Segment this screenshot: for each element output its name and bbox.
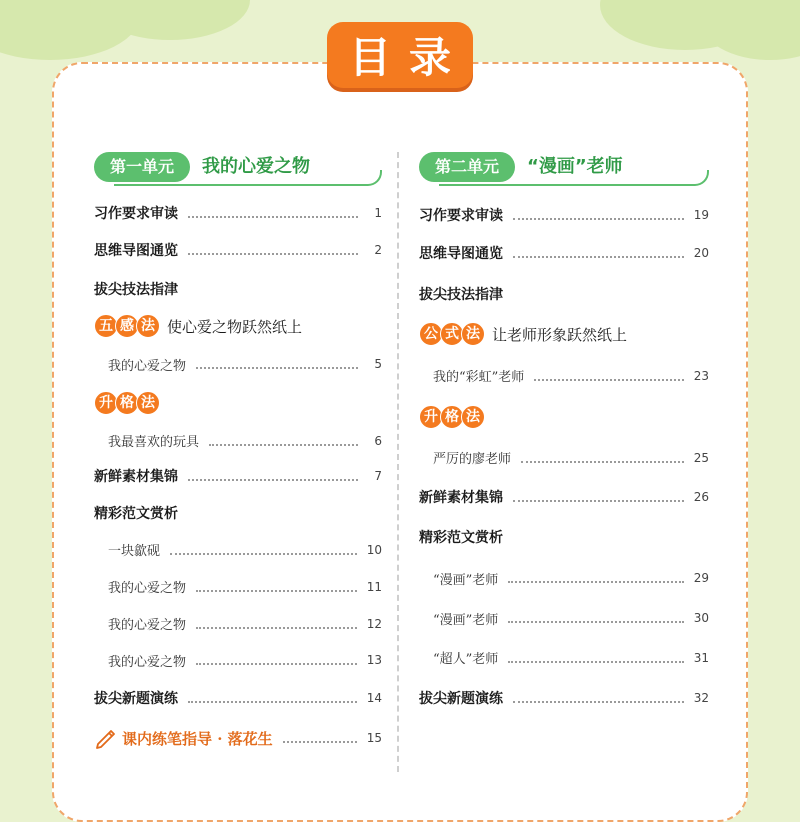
page-number: 26 (693, 490, 709, 504)
unit-one-column (94, 148, 382, 758)
entry-label: 一块歙砚 (108, 544, 161, 559)
dot-leader (513, 701, 684, 703)
dot-leader (508, 581, 683, 583)
page-number: 25 (693, 450, 709, 465)
page-number: 20 (693, 245, 709, 260)
dot-leader (283, 741, 357, 743)
method-tag-char: 式 (440, 322, 464, 346)
page-number: 1 (374, 206, 382, 220)
method-tag-char: 法 (136, 314, 160, 338)
toc-entry (94, 198, 382, 228)
entry-label: 新鲜素材集锦 (419, 490, 503, 506)
toc-entry (419, 478, 709, 516)
method-tag (419, 405, 482, 429)
dot-leader (196, 663, 357, 665)
method-heading (419, 397, 709, 437)
toc-entry (419, 273, 709, 314)
entry-label: 我的心爱之物 (108, 618, 187, 633)
method-tag-char: 格 (115, 391, 139, 415)
method-tag-char: 格 (440, 405, 464, 429)
entry-label: 思维导图通览 (419, 245, 503, 262)
entry-label: 我的心爱之物 (108, 358, 187, 374)
toc-subentry (419, 437, 709, 478)
page-number: 10 (366, 542, 382, 557)
dot-leader (209, 444, 358, 446)
toc-subentry (94, 642, 382, 678)
entry-label: 我的心爱之物 (108, 654, 187, 670)
page-number: 6 (374, 433, 382, 448)
toc-subentry (419, 354, 709, 397)
entry-label: 严厉的廖老师 (433, 452, 512, 467)
dot-leader (534, 379, 683, 381)
toc-subentry (94, 568, 382, 605)
dot-leader (196, 590, 357, 592)
entry-label: 我的心爱之物 (108, 581, 187, 596)
dot-leader (513, 218, 684, 220)
dot-leader (513, 256, 684, 258)
dot-leader (188, 701, 357, 703)
method-tag (94, 314, 157, 338)
entry-label: 拔尖新题演练 (94, 691, 178, 707)
toc-subentry (94, 531, 382, 568)
dot-leader (170, 553, 357, 555)
method-description: 使心爱之物跃然纸上 (167, 317, 303, 336)
page-number: 11 (366, 579, 382, 594)
toc-entry (94, 495, 382, 531)
method-description: 让老师形象跃然纸上 (492, 325, 628, 344)
toc-subentry (94, 605, 382, 642)
page-number: 29 (693, 571, 709, 585)
method-heading (94, 382, 382, 424)
entry-label: 思维导图通览 (94, 242, 178, 259)
dot-leader (513, 500, 684, 502)
column-divider (397, 152, 399, 772)
unit-label: 第一单元 (94, 152, 190, 182)
toc-list (94, 198, 382, 758)
page-number: 5 (374, 357, 382, 371)
page-number: 30 (693, 611, 709, 625)
method-heading (419, 314, 709, 354)
toc-subentry (419, 638, 709, 677)
toc-entry (419, 516, 709, 558)
dot-leader (188, 479, 358, 481)
method-tag-char: 升 (419, 405, 443, 429)
toc-subentry (419, 598, 709, 638)
entry-label: “超人”老师 (433, 652, 499, 667)
dot-leader (196, 367, 358, 369)
entry-label: 精彩范文赏析 (419, 530, 503, 546)
entry-label: 习作要求审读 (419, 208, 503, 224)
unit-title: “漫画”老师 (527, 156, 623, 177)
method-tag-char: 法 (461, 322, 485, 346)
toc-entry (419, 677, 709, 719)
page-number: 19 (693, 208, 709, 222)
page-number: 2 (374, 242, 382, 257)
entry-label: 新鲜素材集锦 (94, 469, 178, 485)
method-tag (94, 391, 157, 415)
method-tag-char: 法 (461, 405, 485, 429)
page-number: 15 (366, 731, 382, 745)
method-heading (94, 306, 382, 346)
entry-label: 拔尖技法指津 (419, 286, 503, 303)
dot-leader (196, 627, 357, 629)
unit-two-column (419, 148, 709, 719)
entry-label: 精彩范文赏析 (94, 506, 178, 522)
entry-label: “漫画”老师 (433, 572, 499, 588)
toc-list (419, 198, 709, 719)
pencil-icon (94, 727, 118, 749)
entry-label: 课内练笔指导 · 落花生 (122, 729, 273, 748)
method-tag-char: 法 (136, 391, 160, 415)
toc-subentry (94, 424, 382, 457)
method-tag-char: 感 (115, 314, 139, 338)
method-tag-char: 公 (419, 322, 443, 346)
dot-leader (521, 461, 684, 463)
page-number: 31 (693, 650, 709, 665)
toc-entry (94, 457, 382, 495)
dot-leader (188, 216, 358, 218)
toc-entry (419, 198, 709, 232)
entry-label: 我的“彩虹”老师 (433, 370, 525, 385)
unit-title: 我的心爱之物 (202, 156, 310, 177)
unit-label: 第二单元 (419, 152, 515, 182)
toc-subentry (94, 346, 382, 382)
unit-one-header (94, 148, 382, 186)
toc-entry (94, 678, 382, 718)
method-tag (419, 322, 482, 346)
toc-entry (94, 718, 382, 758)
page-number: 14 (366, 691, 382, 705)
toc-subentry (419, 558, 709, 598)
page-number: 13 (366, 653, 382, 667)
entry-label: 习作要求审读 (94, 206, 178, 222)
page-number: 7 (374, 469, 382, 483)
page-number: 12 (366, 616, 382, 631)
toc-entry (419, 232, 709, 273)
entry-label: “漫画”老师 (433, 612, 499, 628)
background-cloud (700, 0, 800, 60)
toc-entry (94, 271, 382, 306)
dot-leader (508, 661, 683, 663)
dot-leader (508, 621, 683, 623)
entry-label: 拔尖技法指津 (94, 281, 178, 298)
unit-two-header (419, 148, 709, 186)
page-number: 32 (693, 691, 709, 705)
page-number: 23 (693, 368, 709, 383)
entry-label: 我最喜欢的玩具 (108, 435, 200, 450)
page-title: 目录 (327, 22, 473, 88)
method-tag-char: 升 (94, 391, 118, 415)
entry-label: 拔尖新题演练 (419, 691, 503, 707)
method-tag-char: 五 (94, 314, 118, 338)
toc-entry (94, 228, 382, 271)
dot-leader (188, 253, 358, 255)
